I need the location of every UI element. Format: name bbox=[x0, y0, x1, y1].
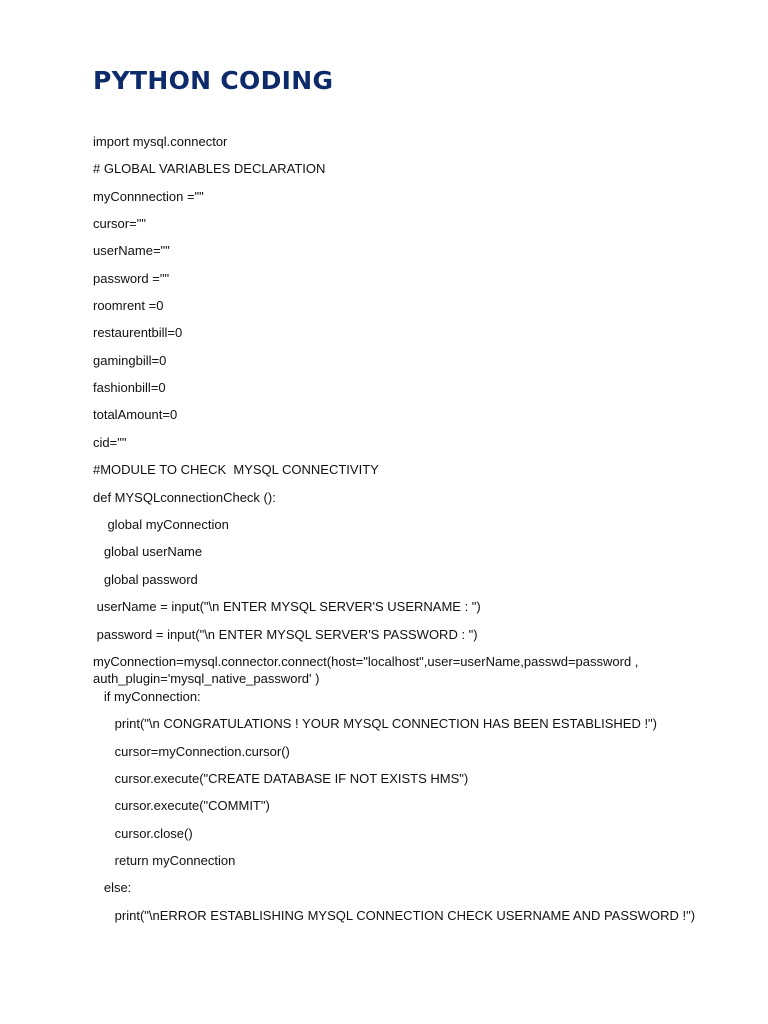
code-line: import mysql.connector bbox=[93, 134, 228, 149]
code-line: myConnnection ="" bbox=[93, 189, 204, 204]
page-title: PYTHON CODING bbox=[93, 66, 334, 95]
code-line: global userName bbox=[93, 544, 203, 559]
code-line: if myConnection: bbox=[93, 689, 201, 704]
code-line: password = input("\n ENTER MYSQL SERVER'S PASSWORD : ") bbox=[93, 627, 478, 642]
code-line: global password bbox=[93, 572, 198, 587]
code-line: global myConnection bbox=[93, 517, 229, 532]
code-line: roomrent =0 bbox=[93, 298, 164, 313]
code-line: cursor.execute("COMMIT") bbox=[93, 798, 270, 813]
code-line: print("\nERROR ESTABLISHING MYSQL CONNECTION CHECK USERNAME AND PASSWORD !") bbox=[93, 908, 696, 923]
code-line: password ="" bbox=[93, 271, 170, 286]
code-line: cid="" bbox=[93, 435, 127, 450]
code-line: fashionbill=0 bbox=[93, 380, 166, 395]
code-line: #MODULE TO CHECK MYSQL CONNECTIVITY bbox=[93, 462, 379, 477]
code-line: else: bbox=[93, 880, 132, 895]
code-line: print("\n CONGRATULATIONS ! YOUR MYSQL CONNECTION HAS BEEN ESTABLISHED !") bbox=[93, 716, 657, 731]
code-line: restaurentbill=0 bbox=[93, 325, 183, 340]
code-line: cursor=myConnection.cursor() bbox=[93, 744, 290, 759]
code-line: cursor.close() bbox=[93, 826, 193, 841]
code-line: # GLOBAL VARIABLES DECLARATION bbox=[93, 161, 326, 176]
code-line: userName="" bbox=[93, 243, 170, 258]
code-line: return myConnection bbox=[93, 853, 236, 868]
code-line: gamingbill=0 bbox=[93, 353, 167, 368]
code-line: totalAmount=0 bbox=[93, 407, 178, 422]
code-line: myConnection=mysql.connector.connect(host="localhost",user=userName,passwd=password , auth_plugin='mysql_native_password' ) bbox=[93, 654, 643, 686]
code-line: def MYSQLconnectionCheck (): bbox=[93, 490, 276, 505]
code-line: cursor="" bbox=[93, 216, 146, 231]
code-line: userName = input("\n ENTER MYSQL SERVER'S USERNAME : ") bbox=[93, 599, 481, 614]
code-line: cursor.execute("CREATE DATABASE IF NOT EXISTS HMS") bbox=[93, 771, 469, 786]
